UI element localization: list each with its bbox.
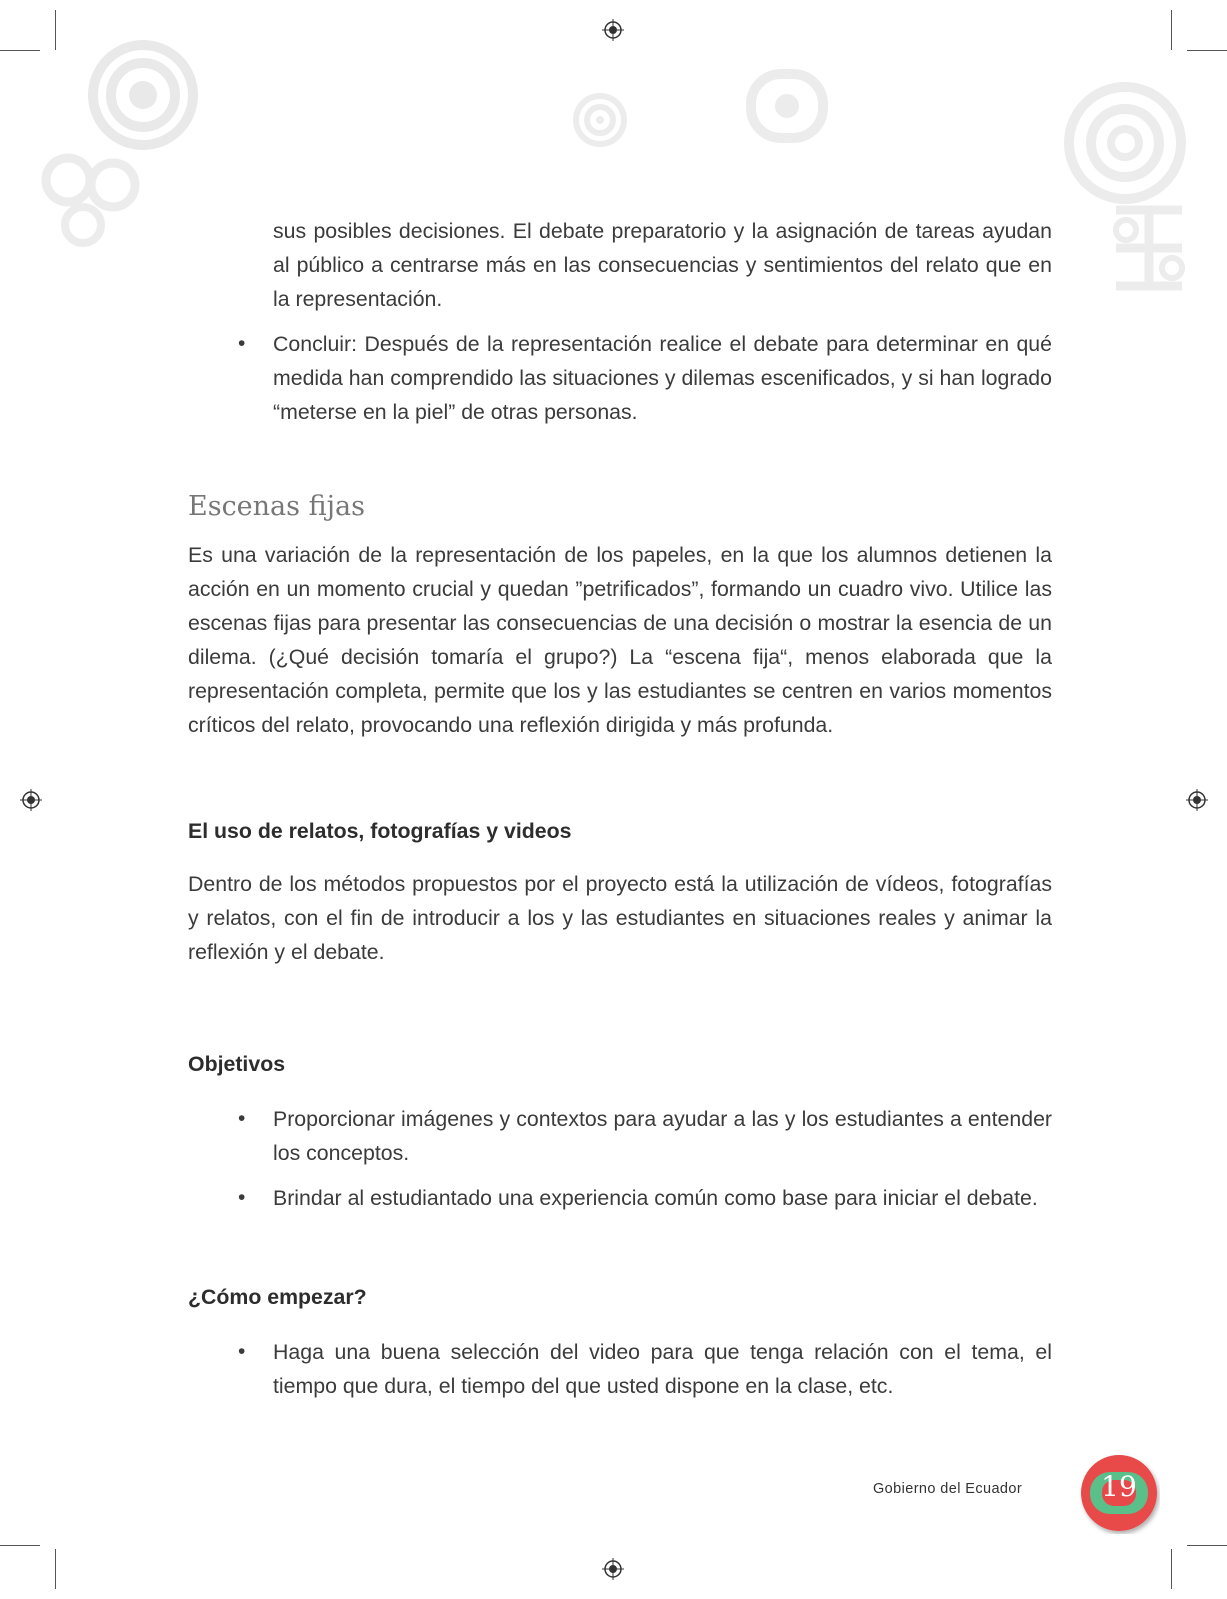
page-number: 19 (1101, 1470, 1137, 1503)
relatos-paragraph: Dentro de los métodos propuestos por el proyecto está la utilización de vídeos, fotografías y relatos, con el fin de introducir a los y las estudiantes en situaciones reales y animar la reflexión y el debate. (188, 872, 1052, 964)
objetivos-bullet: Brindar al estudiantado una experiencia común como base para iniciar el debate. (273, 1186, 1038, 1210)
spiral-ornament-icon (88, 40, 198, 150)
crop-mark-top-left-h (0, 50, 40, 51)
swirl-ornament-icon (38, 140, 148, 250)
crop-mark-top-left-v (55, 10, 56, 50)
bullet-dot: • (238, 1340, 246, 1363)
como-empezar-heading: ¿Cómo empezar? (188, 1285, 367, 1309)
intro-paragraph: sus posibles decisiones. El debate preparatorio y la asignación de tareas ayudan al público a centrarse más en las consecuencias y sentimientos del relato que en la representación. (273, 219, 1052, 311)
flower-ornament-icon (745, 66, 829, 146)
crop-mark-top-right-h (1187, 50, 1227, 51)
crop-mark-bottom-left-h (0, 1545, 40, 1546)
relatos-heading: El uso de relatos, fotografías y videos (188, 819, 572, 843)
registration-mark-bottom-icon (602, 1558, 624, 1580)
escenas-fijas-heading: Escenas fijas (188, 491, 365, 522)
bullet-dot: • (238, 332, 246, 355)
crop-mark-top-right-v (1171, 10, 1172, 50)
registration-mark-left-icon (20, 789, 42, 811)
registration-mark-right-icon (1186, 789, 1208, 811)
escenas-fijas-paragraph: Es una variación de la representación de los papeles, en la que los alumnos detienen la acción en un momento crucial y quedan ”petrificados”, formando un cuadro vivo. Utilice las escenas fijas para presentar las consecuencias de una decisión o mostrar la esencia de un dilema. (¿Qué decisión tomaría el grupo?) La “escena fija“, menos elaborada que la representación completa, permite que los y las estudiantes se centren en varios momentos críticos del relato, provocando una reflexión dirigida y más profunda. (188, 543, 1052, 737)
crop-mark-bottom-right-v (1171, 1549, 1172, 1589)
registration-mark-top-icon (602, 19, 624, 41)
objetivos-heading: Objetivos (188, 1052, 286, 1076)
small-spiral-ornament-icon (572, 92, 628, 148)
geometric-ornament-icon (1106, 200, 1192, 296)
crop-mark-bottom-right-h (1187, 1545, 1227, 1546)
concluir-bullet: Concluir: Después de la representación realice el debate para determinar en qué medida han comprendido las situaciones y dilemas escenificados, y si han logrado “meterse en la piel” de otras personas. (273, 332, 1052, 424)
footer-publisher: Gobierno del Ecuador (873, 1481, 1023, 1497)
bullet-dot: • (238, 1186, 246, 1209)
bullet-dot: • (238, 1107, 246, 1130)
crop-mark-bottom-left-v (55, 1549, 56, 1589)
concentric-ornament-icon (1062, 80, 1188, 206)
como-empezar-bullet: Haga una buena selección del video para que tenga relación con el tema, el tiempo que dura, el tiempo del que usted dispone en la clase, etc. (273, 1340, 1052, 1398)
objetivos-bullet: Proporcionar imágenes y contextos para ayudar a las y los estudiantes a entender los conceptos. (273, 1107, 1052, 1165)
